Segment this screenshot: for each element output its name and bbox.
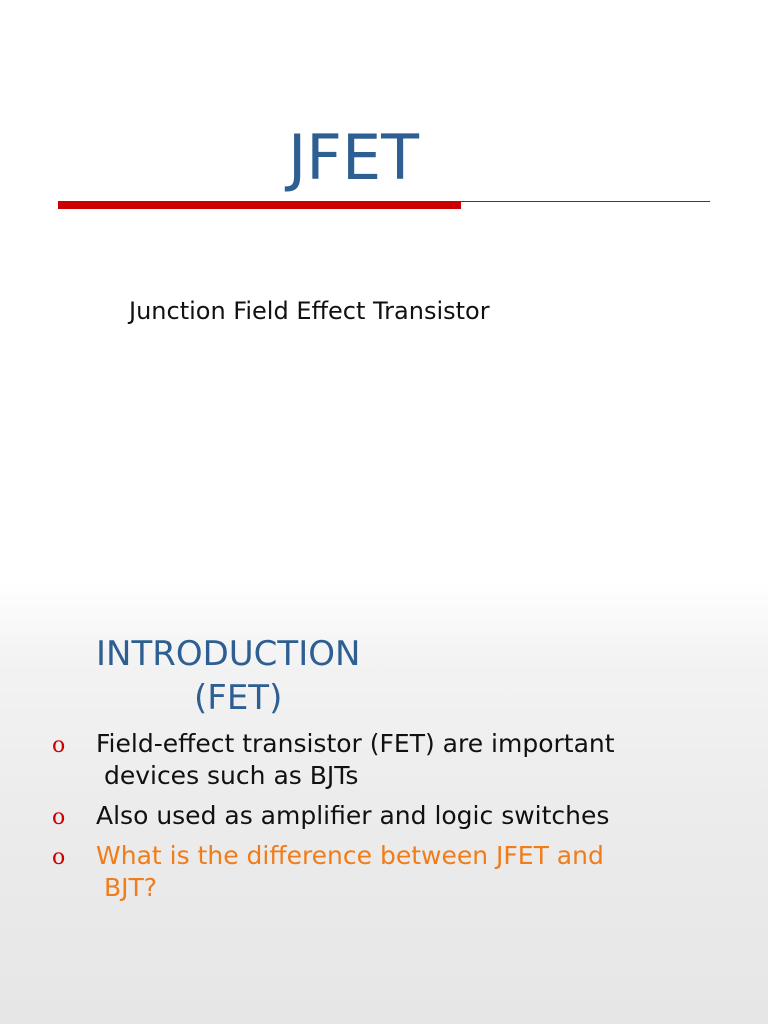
slide-title: JFET — [288, 121, 419, 194]
list-item — [0, 728, 768, 792]
slide-subtitle: Junction Field Effect Transistor — [129, 297, 490, 325]
title-underline-thin — [461, 201, 710, 202]
list-item — [0, 800, 768, 832]
bullet-line-continued: BJT? — [96, 873, 158, 902]
bullet-text — [96, 728, 716, 792]
bullet-line: Also used as amplifier and logic switches — [96, 801, 610, 830]
bullet-line-continued: devices such as BJTs — [96, 761, 359, 790]
intro-heading-line1: INTRODUCTION — [96, 634, 361, 674]
bullet-marker-icon: o — [52, 845, 66, 870]
bullet-list — [0, 728, 768, 912]
intro-heading — [96, 632, 360, 720]
bullet-text — [96, 840, 716, 904]
bullet-marker-icon: o — [52, 733, 66, 758]
intro-slide — [0, 580, 768, 1024]
intro-heading-line2: (FET) — [194, 678, 283, 718]
bullet-line: Field-effect transistor (FET) are important — [96, 729, 615, 758]
bullet-marker-icon: o — [52, 805, 66, 830]
bullet-text — [96, 800, 716, 832]
bullet-line: What is the difference between JFET and — [96, 841, 604, 870]
list-item-question — [0, 840, 768, 904]
title-underline-thick — [58, 201, 461, 209]
